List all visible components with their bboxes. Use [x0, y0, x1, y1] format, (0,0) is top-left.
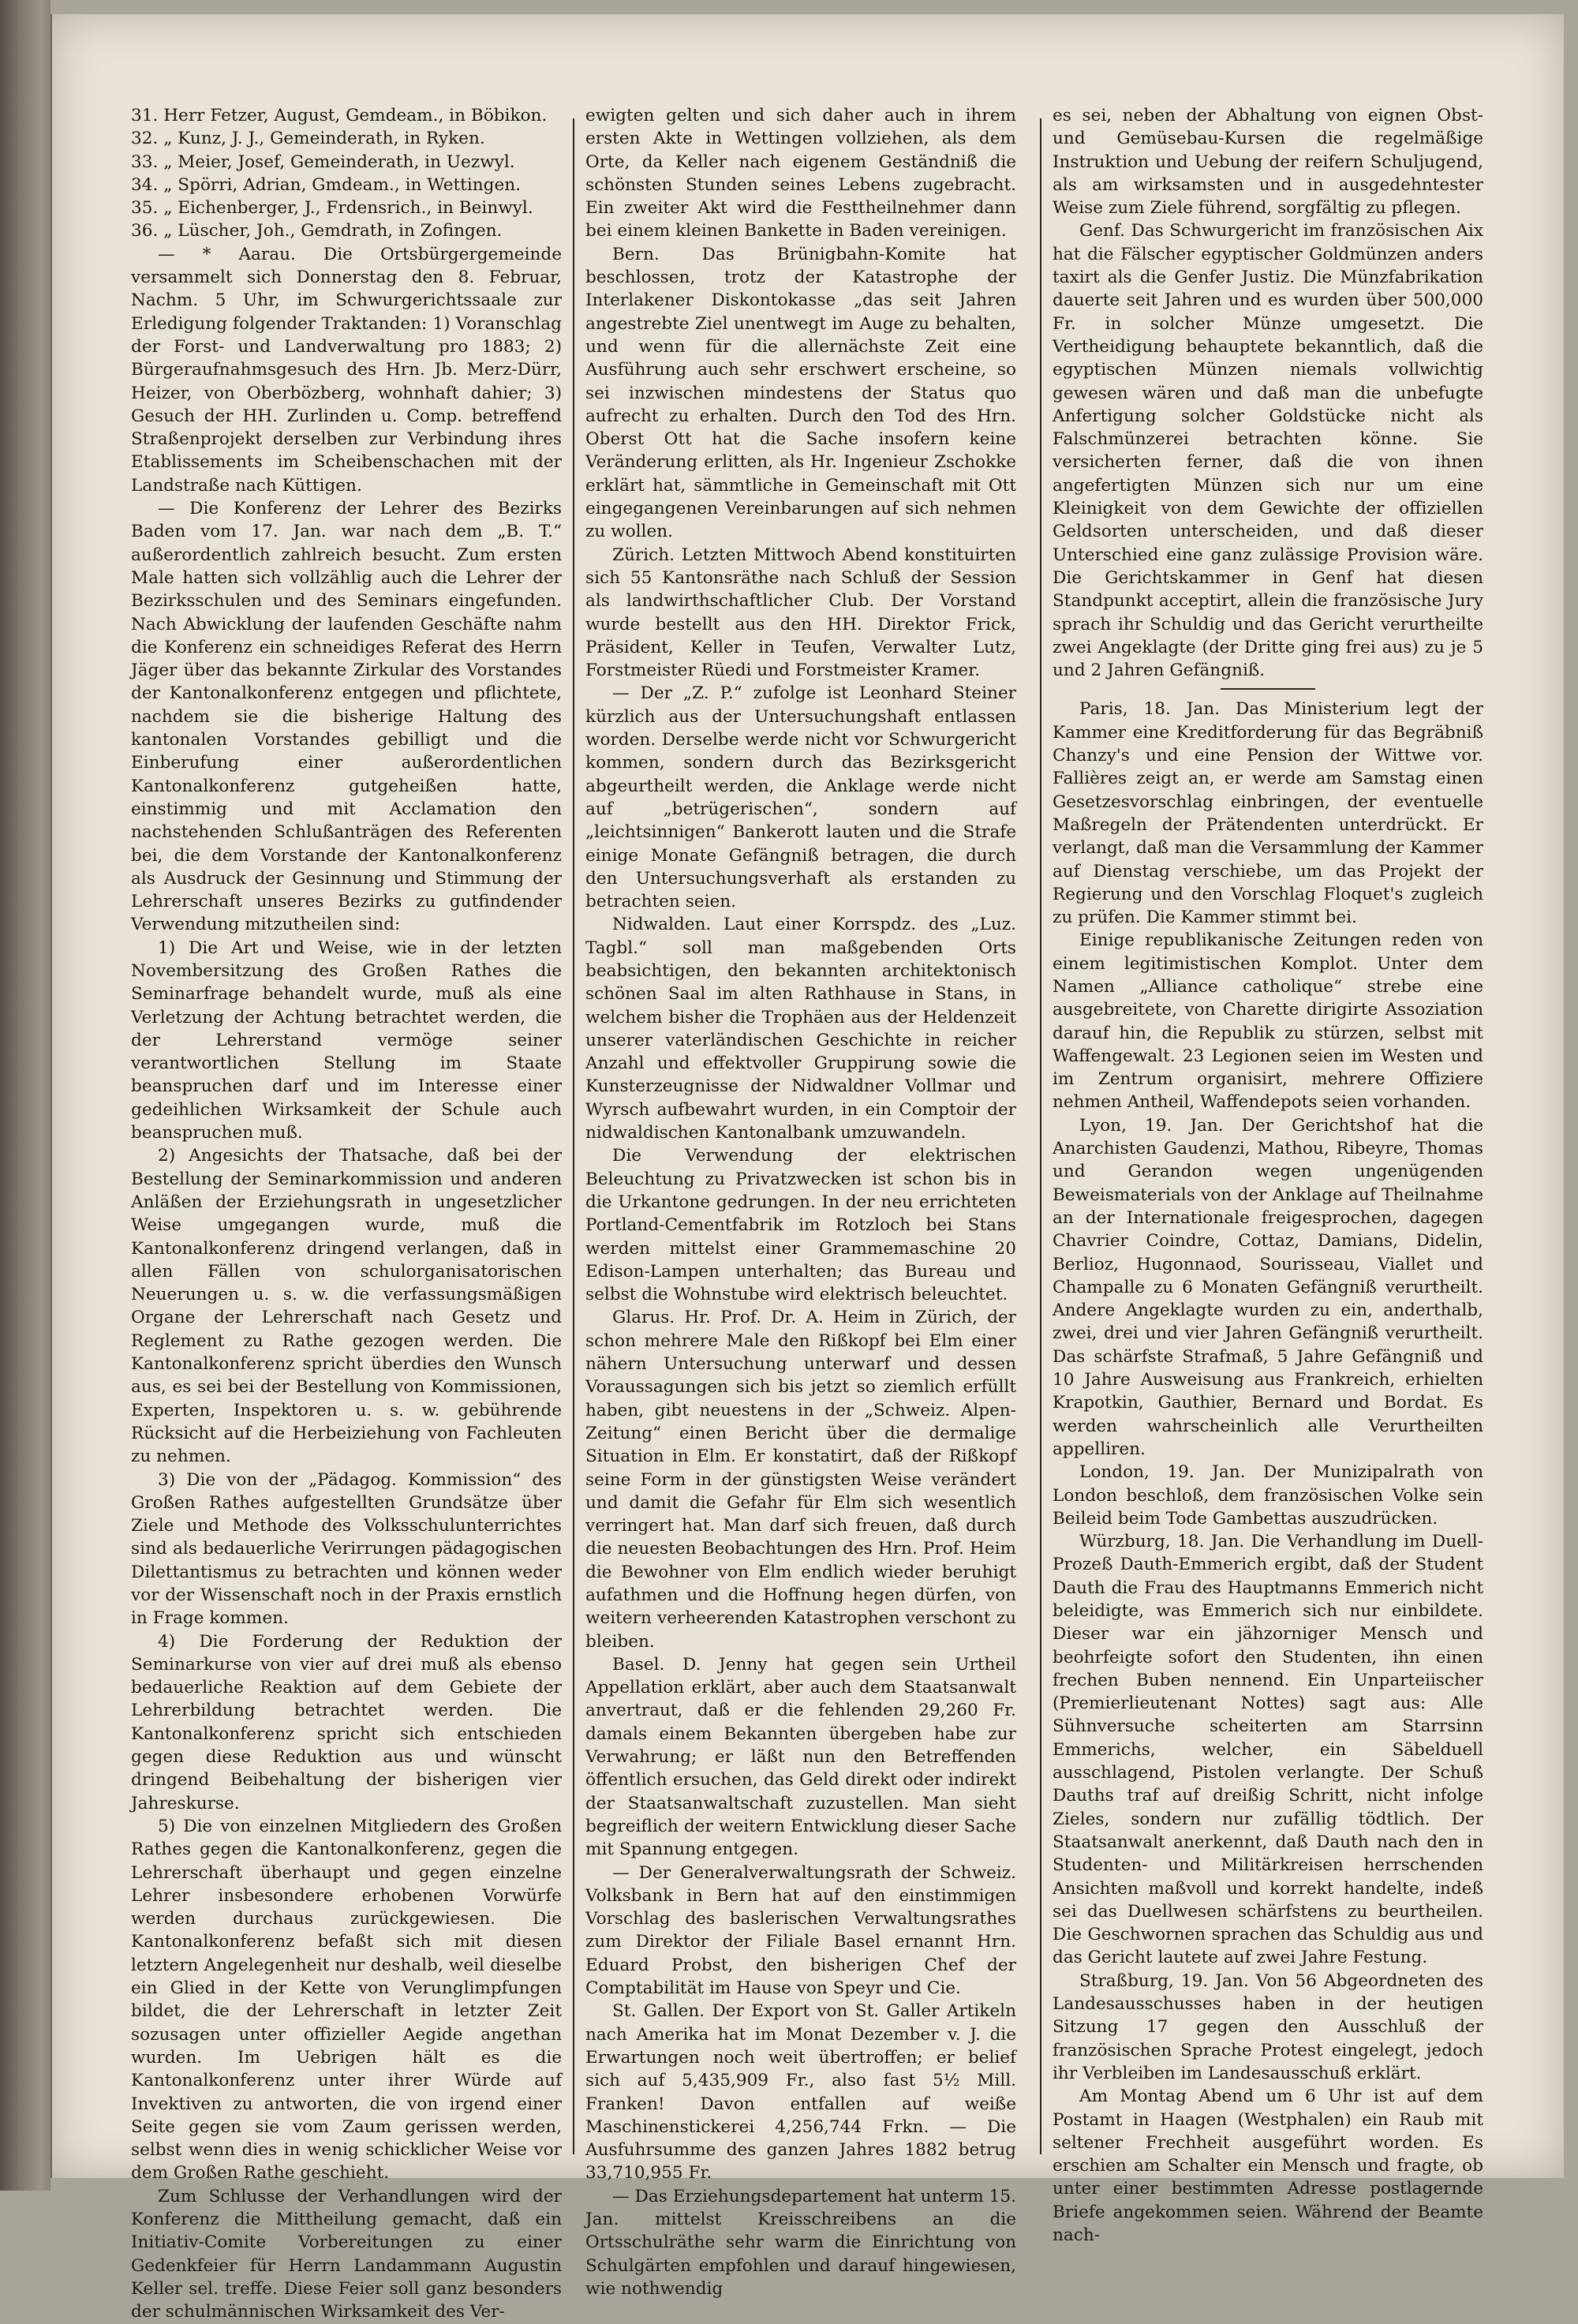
- list-item: 31. Herr Fetzer, August, Gemdeam., in Böbikon.: [131, 106, 548, 125]
- article-paragraph: Bern. Das Brünigbahn-Komite hat beschlossen, trotz der Katastrophe der Interlakener Diskontokasse „das seit Jahren angestrebte Ziel unentwegt im Auge zu behalten, und wenn für die allernächste Zeit eine Ausführung auch sehr erschwert erscheine, so sei inzwischen mindestens der Status quo aufrecht zu erhalten. Durch den Tod des Hrn. Oberst Ott hat die Sache insofern keine Veränderung erlitten, als Hr. Ingenieur Zschokke erklärt hat, sämmtliche in Gemeinschaft mit Ott eingegangenen Vereinbarungen auf sich nehmen zu wollen.: [585, 244, 1016, 542]
- list-item: 34. „ Spörri, Adrian, Gmdeam., in Wettingen.: [131, 174, 522, 195]
- article-paragraph: ewigten gelten und sich daher auch in ihrem ersten Akte in Wettingen vollziehen, als dem Orte, da Keller nach eigenem Geständniß die schönsten Stunden seines Lebens zugebracht. Ein zweiter Akt wird die Festtheilnehmer dann bei einem kleinen Bankette in Baden vereinigen.: [585, 106, 1016, 241]
- article-paragraph: — Das Erziehungsdepartement hat unterm 15. Jan. mittelst Kreisschreibens an die Ortsschulräthe sehr warm die Einrichtung von Schulgärten empfohlen und darauf hingewiesen, wie nothwendig: [585, 2186, 1016, 2299]
- article-paragraph: 3) Die von der „Pädagog. Kommission“ des Großen Rathes aufgestellten Grundsätze über Ziele und Methode des Volksschulunterrichtes sind als bedauerliche Verirrungen pädagogischen Dilettantismus zu betrachten und können weder vor der Wissenschaft noch in der Praxis ernstlich in Frage kommen.: [131, 1469, 562, 1629]
- article-paragraph: Paris, 18. Jan. Das Ministerium legt der Kammer eine Kreditforderung für das Begräbniß Chanzy's und eine Pension der Wittwe vor. Fallières zeigt an, er werde am Samstag einen Gesetzesvorschlag einbringen, der eventuelle Maßregeln der Prätendenten unterdrückt. Er verlangt, daß man die Versammlung der Kammer auf Dienstag verschiebe, um das Projekt der Regierung und den Vorschlag Floquet's zugleich zu prüfen. Die Kammer stimmt bei.: [1053, 699, 1483, 928]
- article-paragraph: 1) Die Art und Weise, wie in der letzten Novembersitzung des Großen Rathes die Seminarfrage behandelt wurde, muß als eine Verletzung der Achtung betrachtet werden, die der Lehrerstand vermöge seiner verantwortlichen Stellung im Staate beanspruchen darf und im Interesse einer gedeihlichen Wirksamkeit der Schule auch beanspruchen muß.: [131, 937, 562, 1143]
- article-paragraph: — Der Generalverwaltungsrath der Schweiz. Volksbank in Bern hat auf den einstimmigen Vorschlag des baslerischen Verwaltungsrathes zum Direktor der Filiale Basel ernannt Hrn. Eduard Probst, den bisherigen Chef der Comptabilität im Hause von Speyr und Cie.: [585, 1862, 1016, 1999]
- list-item: 32. „ Kunz, J. J., Gemeinderath, in Ryken.: [131, 129, 485, 149]
- column-divider: [573, 118, 574, 2154]
- article-paragraph: Am Montag Abend um 6 Uhr ist auf dem Postamt in Haagen (Westphalen) ein Raub mit seltener Frechheit ausgeführt worden. Es erschien am Schalter ein Mensch und fragte, ob unter einer bestimmten Adresse postlagernde Briefe angekommen seien. Während der Beamte nach-: [1053, 2086, 1483, 2246]
- article-paragraph: Nidwalden. Laut einer Korrspdz. des „Luz. Tagbl.“ soll man maßgebenden Orts beabsichtigen, den bekannten architektonisch schönen Saal im alten Rathhause in Stans, in welchem bisher die Trophäen aus der Heldenzeit unserer vaterländischen Geschichte in reicher Anzahl und effektvoller Gruppirung sowie die Kunsterzeugnisse der Nidwaldner Vollmar und Wyrsch aufbewahrt wurden, in ein Comptoir der nidwaldischen Kantonalbank umzuwandeln.: [585, 915, 1016, 1143]
- article-paragraph: St. Gallen. Der Export von St. Galler Artikeln nach Amerika hat im Monat Dezember v. J. die Erwartungen noch weit übertroffen; er belief sich auf 5,435,909 Fr., also fast 5½ Mill. Franken! Davon entfallen auf weiße Maschinenstickerei 4,256,744 Frkn. — Die Ausfuhrsumme des ganzen Jahres 1882 betrug 33,710,955 Fr.: [585, 2001, 1016, 2184]
- article-paragraph: es sei, neben der Abhaltung von eignen Obst- und Gemüsebau-Kursen die regelmäßige Instruktion und Uebung der reifern Schuljugend, als am wirksamsten und in ausgedehntester Weise zum Ziele führend, sorgfältig zu pflegen.: [1053, 106, 1483, 219]
- article-paragraph: Zürich. Letzten Mittwoch Abend konstituirten sich 55 Kantonsräthe nach Schluß der Session als landwirthschaftlicher Club. Der Vorstand wurde bestellt aus den HH. Direktor Frick, Präsident, Keller in Teufen, Verwalter Lutz, Forstmeister Rüedi und Forstmeister Kramer.: [585, 545, 1016, 681]
- article-paragraph: Basel. D. Jenny hat gegen sein Urtheil Appellation erklärt, aber auch dem Staatsanwalt anvertraut, daß er die fehlenden 29,260 Fr. damals einem Bekannten übergeben habe zur Verwahrung; er läßt nun den Betreffenden öffentlich ersuchen, das Geld direkt oder indirekt der Staatsanwaltschaft zuzustellen. Man sieht begreiflich der weitern Entwicklung dieser Sache mit Spannung entgegen.: [585, 1654, 1016, 1860]
- book-binding-edge: [0, 0, 50, 2191]
- article-paragraph: 2) Angesichts der Thatsache, daß bei der Bestellung der Seminarkommission und anderen Anläßen der Erziehungsrath in ungesetzlicher Weise umgegangen wurde, muß die Kantonalkonferenz dringend verlangen, daß in allen Fällen von schulorganisatorischen Neuerungen u. s. w. die verfassungsmäßigen Organe der Lehrerschaft nach Gesetz und Reglement zu Rathe gezogen werden. Die Kantonalkonferenz spricht überdies den Wunsch aus, es sei bei der Bestellung von Kommissionen, Experten, Inspektoren u. s. w. gebührende Rücksicht auf die Herbeiziehung von Fachleuten zu nehmen.: [131, 1146, 562, 1467]
- list-item: 33. „ Meier, Josef, Gemeinderath, in Uezwyl.: [131, 152, 515, 172]
- article-paragraph: Straßburg, 19. Jan. Von 56 Abgeordneten des Landesausschusses haben in der heutigen Sitzung 17 gegen den Ausschluß der französischen Sprache Protest eingelegt, jedoch ihr Verbleiben im Landesausschuß erklärt.: [1053, 1970, 1483, 2083]
- article-paragraph: 5) Die von einzelnen Mitgliedern des Großen Rathes gegen die Kantonalkonferenz, gegen die Lehrerschaft überhaupt und gegen einzelne Lehrer insbesondere erhobenen Vorwürfe werden durchaus zurückgewiesen. Die Kantonalkonferenz befaßt sich mit diesen letztern Angelegenheit nur deshalb, weil dieselbe ein Glied in der Kette von Verunglimpfungen bildet, die der Lehrerschaft in letzter Zeit sozusagen unter offizieller Aegide angethan wurden. Im Uebrigen hält es die Kantonalkonferenz unter ihrer Würde auf Invektiven zu antworten, die von irgend einer Seite gegen sie vom Zaum gerissen werden, selbst wenn dies in wenig schicklicher Weise vor dem Großen Rathe geschieht.: [131, 1816, 562, 2184]
- article-paragraph: London, 19. Jan. Der Munizipalrath von London beschloß, dem französischen Volke sein Beileid beim Tode Gambettas auszudrücken.: [1053, 1462, 1483, 1529]
- article-separator: [1221, 688, 1315, 690]
- article-paragraph: Würzburg, 18. Jan. Die Verhandlung im Duell-Prozeß Dauth-Emmerich ergibt, daß der Student Dauth die Frau des Hauptmanns Emmerich nicht beleidigte, was Emmerich sich nur einbildete. Dieser war ein jähzorniger Mensch und beohrfeigte sofort den Studenten, ihn einen frechen Buben nennend. Ein Unparteiischer (Premierlieutenant Nottes) sagt aus: Alle Sühnversuche scheiterten am Starrsinn Emmerichs, welcher, ein Säbelduell ausschlagend, Pistolen verlangte. Der Schuß Dauths traf auf dreißig Schritt, nicht infolge Zieles, sondern nur zufällig tödtlich. Der Staatsanwalt anerkennt, daß Dauth nach den in Studenten- und Militärkreisen herrschenden Ansichten maßvoll und korrekt handelte, indeß sei das Duellwesen schärfstens zu beurtheilen. Die Geschwornen sprachen das Schuldig aus und das Gericht lautete auf zwei Jahre Festung.: [1053, 1532, 1483, 1968]
- list-item: 36. „ Lüscher, Joh., Gemdrath, in Zofingen.: [131, 221, 503, 241]
- text-column-right: [1053, 104, 1483, 2247]
- text-column-middle: [585, 104, 1016, 2300]
- text-column-left: [131, 104, 562, 2324]
- article-paragraph: Lyon, 19. Jan. Der Gerichtshof hat die Anarchisten Gaudenzi, Mathou, Ribeyre, Thomas und Gerandon wegen ungenügenden Beweismaterials von der Anklage auf Theilnahme an der Internationale freigesprochen, dagegen Chavrier Coindre, Cottaz, Damians, Didelin, Berlioz, Hugonnaod, Sourisseau, Viallet und Champalle zu 6 Monaten Gefängniß verurtheilt. Andere Angeklagte wurden zu ein, anderthalb, zwei, drei und vier Jahren Gefängniß verurtheilt. Das schärfste Strafmaß, 5 Jahre Gefängniß und 10 Jahre Ausweisung aus Frankreich, erhielten Krapotkin, Gauthier, Bernard und Bordat. Es werden wahrscheinlich alle Verurtheilten appelliren.: [1053, 1115, 1483, 1459]
- article-paragraph: Einige republikanische Zeitungen reden von einem legitimistischen Komplot. Unter dem Namen „Alliance catholique“ strebe eine ausgebreitete, von Charette dirigirte Assoziation darauf hin, die Republik zu stürzen, selbst mit Waffengewalt. 23 Legionen seien im Westen und im Zentrum organisirt, mehrere Offiziere nehmen Antheil, Waffendepots seien vorhanden.: [1053, 930, 1483, 1113]
- article-paragraph: Genf. Das Schwurgericht im französischen Aix hat die Fälscher egyptischer Goldmünzen anders taxirt als die Genfer Justiz. Die Münzfabrikation dauerte seit Jahren und es wurden über 500,000 Fr. in solcher Münze umgesetzt. Die Vertheidigung behauptete bekanntlich, daß die egyptischen Münzen niemals vollwichtig gewesen wären und daß man die unbefugte Anfertigung solcher Goldstücke nicht als Falschmünzerei betrachten könne. Sie versicherten ferner, daß die von ihnen angefertigten Münzen sich nur um eine Kleinigkeit von dem Gewichte der offiziellen Geldsorten unterscheiden, und daß dieser Unterschied eine ganz zulässige Provision wäre. Die Gerichtskammer in Genf hat diesen Standpunkt acceptirt, allein die französische Jury sprach ihr Schuldig und das Gericht verurtheilte zwei Angeklagte (der Dritte ging frei aus) zu je 5 und 2 Jahren Gefängniß.: [1053, 221, 1483, 681]
- article-paragraph: Glarus. Hr. Prof. Dr. A. Heim in Zürich, der schon mehrere Male den Rißkopf bei Elm einer nähern Untersuchung unterwarf und dessen Voraussagungen sich bis jetzt so ziemlich erfüllt haben, gibt neuestens in der „Schweiz. Alpen-Zeitung“ einen Bericht über die dermalige Situation in Elm. Er konstatirt, daß der Rißkopf seine Form in der günstigsten Weise verändert und damit die Gefahr für Elm sich wesentlich verringert hat. Man darf sich freuen, daß durch die neuesten Beobachtungen des Hrn. Prof. Heim die Bewohner von Elm endlich wieder beruhigt aufathmen und die Hoffnung hegen dürfen, von weitern verheerenden Katastrophen verschont zu bleiben.: [585, 1308, 1016, 1652]
- article-paragraph: — Die Konferenz der Lehrer des Bezirks Baden vom 17. Jan. war nach dem „B. T.“ außerordentlich zahlreich besucht. Zum ersten Male hatten sich vollzählig auch die Lehrer der Bezirksschulen und des Seminars eingefunden. Nach Abwicklung der laufenden Geschäfte nahm die Konferenz ein schneidiges Referat des Herrn Jäger über das bekannte Zirkular des Vorstandes der Kantonalkonferenz entgegen und pflichtete, nachdem sie die bisherige Haltung des kantonalen Vorstandes gebilligt und die Einberufung einer außerordentlichen Kantonalkonferenz gutgeheißen hatte, einstimmig und mit Acclamation den nachstehenden Schlußanträgen des Referenten bei, die dem Vorstande der Kantonalkonferenz als Ausdruck der Gesinnung und Stimmung der Lehrerschaft unseres Bezirks zu gutfindender Verwendung mitzutheilen sind:: [131, 499, 562, 935]
- article-paragraph: 4) Die Forderung der Reduktion der Seminarkurse von vier auf drei muß als ebenso bedauerliche Reaktion auf dem Gebiete der Lehrerbildung betrachtet werden. Die Kantonalkonferenz spricht sich entschieden gegen diese Reduktion aus und wünscht dringend Beibehaltung der bisherigen vier Jahreskurse.: [131, 1631, 562, 1813]
- article-paragraph: Die Verwendung der elektrischen Beleuchtung zu Privatzwecken ist schon bis in die Urkantone gedrungen. In der neu errichteten Portland-Cementfabrik im Rotzloch bei Stans werden mittelst einer Grammemaschine 20 Edison-Lampen unterhalten; das Bureau und selbst die Wohnstube wird elektrisch beleuchtet.: [585, 1146, 1016, 1305]
- list-item: 35. „ Eichenberger, J., Frdensrich., in Beinwyl.: [131, 198, 533, 219]
- article-paragraph: — Der „Z. P.“ zufolge ist Leonhard Steiner kürzlich aus der Untersuchungshaft entlassen worden. Derselbe werde nicht vor Schwurgericht kommen, sondern durch das Bezirksgericht abgeurtheilt werden, die Anklage werde nicht auf „betrügerischen“, sondern auf „leichtsinnigen“ Bankerott lauten und die Strafe einige Monate Gefängniß betragen, die durch den Untersuchungsverhaft als erstanden zu betrachten seien.: [585, 683, 1016, 912]
- column-divider: [1040, 118, 1041, 2154]
- article-paragraph: — * Aarau. Die Ortsbürgergemeinde versammelt sich Donnerstag den 8. Februar, Nachm. 5 Uhr, im Schwurgerichtssaale zur Erledigung folgender Traktanden: 1) Voranschlag der Forst- und Landverwaltung pro 1883; 2) Bürgeraufnahmsgesuch des Hrn. Jb. Merz-Dürr, Heizer, von Oberbözberg, wohnhaft dahier; 3) Gesuch der HH. Zurlinden u. Comp. betreffend Straßenprojekt derselben zur Verbindung ihres Etablissements im Scheibenschachen mit der Landstraße nach Küttigen.: [131, 244, 562, 496]
- article-paragraph: Zum Schlusse der Verhandlungen wird der Konferenz die Mittheilung gemacht, daß ein Initiativ-Comite Vorbereitungen zu einer Gedenkfeier für Herrn Landammann Augustin Keller sel. treffe. Diese Feier soll ganz besonders der schulmännischen Wirksamkeit des Ver-: [131, 2186, 562, 2322]
